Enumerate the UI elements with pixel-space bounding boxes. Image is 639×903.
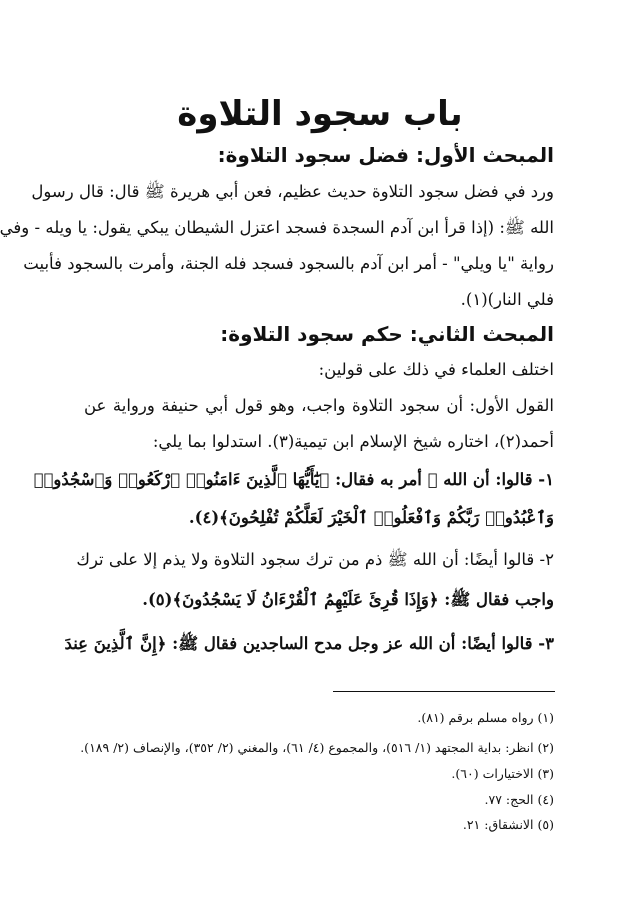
text-line: الله ﷺ: (إذا قرأ ابن آدم السجدة فسجد اعتزل الشيطان يبكي يقول: يا ويله - وفي bbox=[0, 218, 554, 237]
footnote: (٥) الانشقاق: ٢١. bbox=[462, 817, 554, 832]
text-line: ورد في فضل سجود التلاوة حديث عظيم، فعن أبي هريرة ﷺ قال: قال رسول bbox=[31, 182, 554, 201]
footnote: (٣) الاختيارات (٦٠). bbox=[451, 766, 554, 781]
section-heading-1: المبحث الأول: فضل سجود التلاوة: bbox=[217, 143, 554, 167]
text-line: القول الأول: أن سجود التلاوة واجب، وهو قول أبي حنيفة ورواية عن bbox=[84, 396, 554, 415]
chapter-title: باب سجود التلاوة bbox=[177, 94, 463, 134]
text-line: ٢- قالوا أيضًا: أن الله ﷺ ذم من ترك سجود التلاوة ولا يذم إلا على ترك bbox=[76, 550, 554, 569]
footnote: (٤) الحج: ٧٧. bbox=[484, 792, 554, 807]
text-line: ١- قالوا: أن الله ﷺ أمر به فقال: ﴿يَٰٓأَيُّهَا ٱلَّذِينَ ءَامَنُوا۟ ٱرْكَعُوا۟ وَٱسْجُدُوا۟ bbox=[33, 470, 554, 489]
text-line: فلي النار)(١). bbox=[460, 290, 554, 309]
section-heading-2: المبحث الثاني: حكم سجود التلاوة: bbox=[220, 322, 554, 346]
text-line: ٣- قالوا أيضًا: أن الله عز وجل مدح الساجدين فقال ﷺ: ﴿إِنَّ ٱلَّذِينَ عِندَ bbox=[64, 634, 554, 653]
book-page bbox=[1, 0, 639, 903]
text-line: اختلف العلماء في ذلك على قولين: bbox=[318, 360, 554, 379]
footnote: (١) رواه مسلم برقم (٨١). bbox=[417, 710, 554, 725]
text-line: وَٱعْبُدُوا۟ رَبَّكُمْ وَٱفْعَلُوا۟ ٱلْخَيْرَ لَعَلَّكُمْ تُفْلِحُونَ﴾(٤). bbox=[188, 508, 554, 527]
text-line: رواية "يا ويلي" - أمر ابن آدم بالسجود فسجد فله الجنة، وأمرت بالسجود فأبيت bbox=[23, 254, 554, 273]
text-line: واجب فقال ﷺ: ﴿وَإِذَا قُرِئَ عَلَيْهِمُ ٱلْقُرْءَانُ لَا يَسْجُدُونَ﴾(٥). bbox=[142, 590, 554, 609]
footnote-divider bbox=[333, 691, 555, 692]
text-line: أحمد(٢)، اختاره شيخ الإسلام ابن تيمية(٣). استدلوا بما يلي: bbox=[152, 432, 554, 451]
footnote: (٢) انظر: بداية المجتهد (١/ ٥١٦)، والمجموع (٤/ ٦١)، والمغني (٢/ ٣٥٢)، والإنصاف (٢/ ١٨٩). bbox=[80, 740, 554, 755]
